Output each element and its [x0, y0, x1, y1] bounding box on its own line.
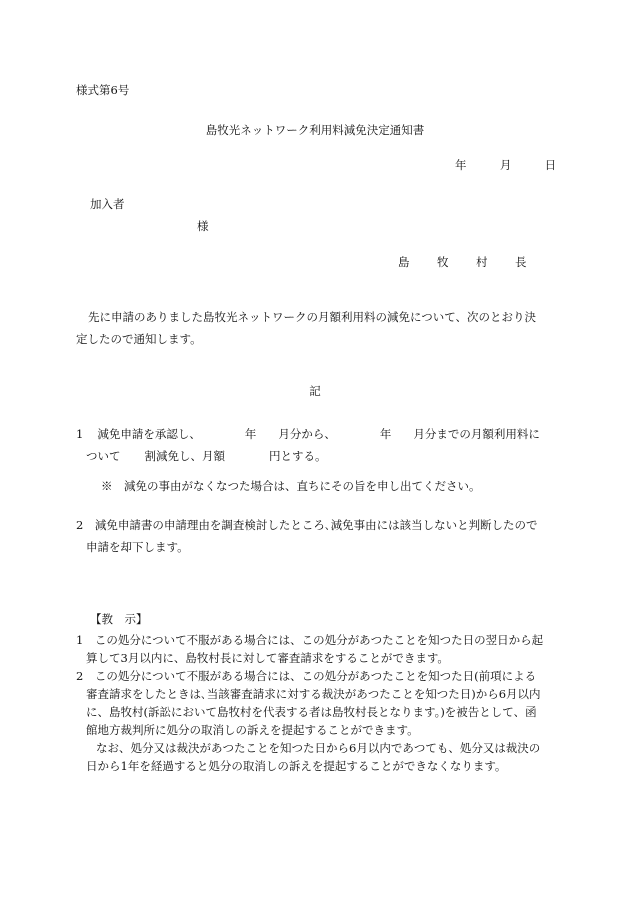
item-2-line-2: 申請を却下します。 [86, 540, 189, 554]
instruction-1-line-2: 算して3月以内に、島牧村長に対して審査請求をすることができます。 [86, 651, 449, 665]
date-day: 日 [544, 158, 557, 172]
item-1-text-a: 減免申請を承認し、 [97, 427, 201, 441]
honorific: 様 [197, 219, 209, 233]
instruction-2-line-4: 館地方裁判所に処分の取消しの訴えを提起することができます。 [86, 723, 419, 737]
instruction-heading: 【教 示】 [90, 612, 148, 626]
item-1-year-a: 年 [244, 427, 257, 441]
ki-heading: 記 [309, 384, 321, 398]
instruction-note-line-1: なお、処分又は裁決があつたことを知つた日から6月以内であつても、処分又は裁決の [96, 741, 541, 755]
body-paragraph [76, 306, 556, 350]
body-line-1: 先に申請のありました島牧光ネットワークの月額利用料の減免について、次のとおり決 [88, 310, 537, 324]
item-1-text-c: 月分までの月額利用料に [413, 427, 540, 441]
note: ※ 減免の事由がなくなつた場合は、直ちにその旨を申し出てください。 [101, 479, 481, 493]
date-year: 年 [455, 158, 467, 172]
issuer: 島 牧 村 長 [398, 255, 535, 269]
item-1 [76, 423, 556, 467]
item-1-text-b: 月分から、 [278, 427, 336, 441]
date-month: 月 [499, 158, 512, 172]
instruction-1 [76, 631, 556, 667]
item-1-year-b: 年 [379, 427, 392, 441]
document-title: 島牧光ネットワーク利用料減免決定通知書 [205, 123, 425, 137]
instruction-2-line-2: 審査請求をしたときは､当該審査請求に対する裁決があつたことを知つた日)から6月以内 [86, 687, 541, 701]
form-number: 様式第6号 [76, 83, 130, 97]
instruction-1-line-1: 1 この処分について不服がある場合には、この処分があつたことを知つた日の翌日から起 [76, 633, 544, 647]
instruction-2-line-1: 2 この処分について不服がある場合には、この処分があつたことを知つた日(前項による [76, 669, 537, 683]
instruction-2 [76, 667, 556, 739]
instruction-2-line-3: に、島牧村(訴訟において島牧村を代表する者は島牧村長となります。)を被告として、函 [86, 705, 537, 719]
item-2-line-1: 2 減免申請書の申請理由を調査検討したところ､減免事由には該当しないと判断したので [76, 518, 538, 532]
body-line-2: 定したので通知します。 [76, 332, 202, 346]
date-line [455, 160, 556, 172]
instruction-note [76, 739, 556, 775]
recipient-label: 加入者 [90, 197, 125, 211]
item-1-text-e: 割減免し、月額 [144, 449, 225, 463]
item-2 [76, 514, 556, 558]
item-1-line-1 [76, 423, 556, 445]
item-1-line-2 [76, 445, 556, 467]
item-1-text-f: 円とする。 [269, 449, 327, 463]
item-1-number: 1 [76, 427, 84, 441]
item-1-text-d: ついて [86, 449, 121, 463]
instruction-note-line-2: 日から1年を経過すると処分の取消しの訴えを提起することができなくなります。 [86, 759, 507, 773]
